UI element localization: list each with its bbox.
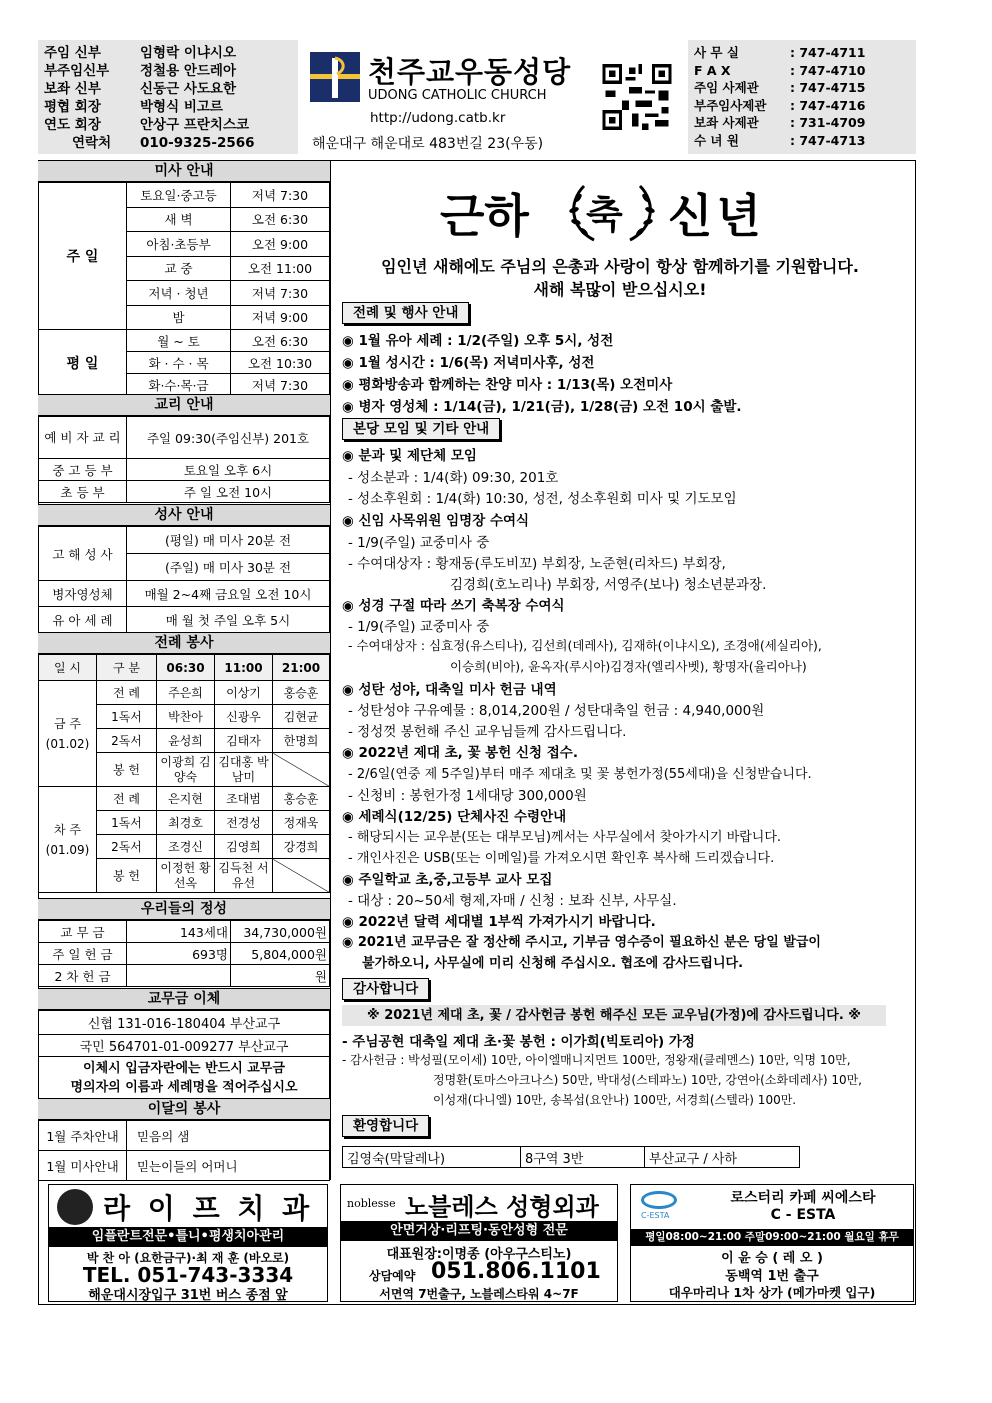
catechism-value: 주일 09:30(주임신부) 201호 — [127, 417, 330, 459]
thanks-line: - 감사헌금 : 박성필(모이세) 10만, 아이엘매니지먼트 100만, 정왕재(클레멘스) 10만, 익명 10만, — [342, 1053, 851, 1067]
liturgy-cell: 이정헌 황선옥 — [157, 859, 215, 893]
transfer-title: 교무금 이체 — [38, 988, 330, 1010]
contact-row — [694, 62, 910, 80]
liturgy-role: 봉 헌 — [97, 859, 157, 893]
column-divider — [330, 160, 331, 1180]
liturgy-cell: 김현균 — [273, 705, 330, 729]
contact-value: : 731-4709 — [790, 115, 866, 130]
notice-line: - 수여대상자 : 심효정(유스티나), 김선희(데레사), 김재하(이냐시오), 조경애(세실리아), — [348, 638, 822, 653]
next-week-label — [39, 787, 97, 893]
next-week-name: 차 주 — [54, 822, 81, 837]
transfer-note — [39, 1057, 330, 1099]
liturgy-cell: 홍승훈 — [273, 681, 330, 705]
offering-amount: 34,730,000원 — [231, 921, 330, 943]
offering-table — [38, 920, 330, 987]
liturgy-empty-cell — [273, 859, 330, 893]
staff-name: 박형식 비고르 — [140, 99, 223, 115]
liturgy-cell: 윤성희 — [157, 729, 215, 753]
account-number: 신협 131-016-180404 부산교구 — [39, 1011, 330, 1035]
sacrament-label: 유 아 세 례 — [39, 607, 127, 633]
catechism-table — [38, 416, 330, 503]
notice-line: ◉ 성경 구절 따라 쓰기 축복장 수여식 — [342, 598, 565, 614]
ad-phone: TEL. 051-743-3334 — [82, 1263, 294, 1287]
sacrament-title: 성사 안내 — [38, 504, 330, 526]
offering-count — [127, 965, 231, 987]
offering-title: 우리들의 정성 — [38, 898, 330, 920]
contact-label: 보좌 사제관 — [694, 115, 759, 130]
liturgy-role: 봉 헌 — [97, 753, 157, 787]
ad-name: 로스터리 카페 씨에스타 — [730, 1190, 876, 1206]
notice-line: 김경희(호노리나) 부회장, 서영주(보나) 청소년분과장. — [450, 577, 767, 593]
contact-value: : 747-4710 — [790, 62, 866, 78]
liturgy-cell: 김영희 — [215, 835, 273, 859]
liturgy-header: 구 분 — [97, 655, 157, 681]
notice-line: 불가하오니, 사무실에 미리 신청해 주십시오. 협조에 감사드립니다. — [362, 956, 744, 971]
mass-time: 저녁 7:30 — [231, 374, 330, 396]
contact-label: 수 녀 원 — [694, 132, 739, 148]
notice-line: ◉ 1월 성시간 : 1/6(목) 저녁미사후, 성전 — [342, 355, 595, 371]
liturgy-cell: 주은희 — [157, 681, 215, 705]
liturgy-header: 11:00 — [215, 655, 273, 681]
catechism-value: 토요일 오후 6시 — [127, 459, 330, 481]
staff-row — [44, 62, 292, 80]
liturgy-cell: 조경신 — [157, 835, 215, 859]
liturgy-role: 전 례 — [97, 681, 157, 705]
catechism-label: 중 고 등 부 — [39, 459, 127, 481]
staff-name: 임형락 이냐시오 — [140, 45, 236, 61]
ad-clinic — [340, 1184, 618, 1302]
notice-line: - 수여대상자 : 황재동(루도비꼬) 부회장, 노준현(리차드) 부회장, — [348, 556, 726, 572]
mass-group: 화·수·목·금 — [127, 374, 231, 396]
liturgy-cell: 한명희 — [273, 729, 330, 753]
account-number: 국민 564701-01-009277 부산교구 — [39, 1035, 330, 1057]
staff-role: 연락처 — [72, 135, 112, 151]
ad-name: 노블레스 성형외과 — [405, 1193, 599, 1221]
ad-name: 라 이 프 치 과 — [103, 1192, 314, 1225]
congrats-mid: 축 — [586, 193, 623, 237]
liturgy-cell: 최경호 — [157, 811, 215, 835]
confession-time: (평일) 매 미사 20분 전 — [127, 527, 330, 554]
monthly-label: 1월 미사안내 — [39, 1151, 127, 1181]
mass-group: 화 · 수 · 목 — [127, 352, 231, 374]
confession-time: (주일) 매 미사 30분 전 — [127, 554, 330, 581]
mass-group: 저녁 · 청년 — [127, 281, 231, 306]
contact-label: 부주임사제관 — [694, 97, 767, 113]
monthly-value: 믿음의 샘 — [127, 1121, 330, 1151]
staff-role: 보좌 신부 — [44, 81, 101, 97]
liturgy-cell: 이광희 김양숙 — [157, 753, 215, 787]
liturgy-cell: 김대홍 박남미 — [215, 753, 273, 787]
church-url[interactable]: http://udong.catb.kr — [370, 110, 506, 126]
welcome-cell: 김영숙(막달레나) — [343, 1147, 521, 1168]
welcome-cell: 8구역 3반 — [521, 1147, 645, 1168]
catechism-label: 예 비 자 교 리 — [39, 417, 127, 459]
ad-subtitle: 안면거상·리프팅·동안성형 전문 — [341, 1221, 617, 1241]
church-name: 천주교우동성당 — [368, 55, 572, 89]
ad-address: 해운대시장입구 31번 버스 종점 앞 — [88, 1288, 288, 1303]
transfer-note-line: 이체시 입금자란에는 반드시 교무금 — [83, 1060, 285, 1076]
notice-line: ◉ 성탄 성야, 대축일 미사 헌금 내역 — [342, 682, 557, 698]
liturgy-header: 06:30 — [157, 655, 215, 681]
ad-brand: noblesse — [347, 1197, 396, 1210]
liturgy-role: 2독서 — [97, 835, 157, 859]
staff-phone: 010-9325-2566 — [140, 135, 255, 151]
contact-label: F A X — [694, 62, 731, 78]
section-tag: 전례 및 행사 안내 — [342, 302, 469, 324]
contact-value: : 747-4715 — [790, 80, 866, 95]
mass-time: 오전 11:00 — [231, 256, 330, 281]
liturgy-header: 21:00 — [273, 655, 330, 681]
this-week-date: (01.02) — [45, 736, 90, 751]
contact-row — [694, 44, 910, 62]
ad-director: 대표원장:이명종 (아우구스티노) — [386, 1247, 572, 1262]
catechism-label: 초 등 부 — [39, 481, 127, 503]
ad-phone: 051.806.1101 — [431, 1259, 601, 1284]
liturgy-cell: 강경희 — [273, 835, 330, 859]
notice-line: - 성소후원회 : 1/4(화) 10:30, 성전, 성소후원회 미사 및 기도모임 — [348, 491, 737, 507]
offering-amount: 원 — [231, 965, 330, 987]
notice-line: ◉ 2022년 달력 세대별 1부씩 가져가시기 바랍니다. — [342, 914, 656, 930]
monthly-value: 믿는이들의 어머니 — [127, 1151, 330, 1181]
notice-line: - 신청비 : 봉헌가정 1세대당 300,000원 — [348, 788, 587, 804]
offering-amount: 5,804,000원 — [231, 943, 330, 965]
liturgy-cell: 조대범 — [215, 787, 273, 811]
staff-row — [44, 134, 292, 152]
offering-label: 주 일 헌 금 — [39, 943, 127, 965]
staff-row — [44, 44, 292, 62]
notice-line: ◉ 세례식(12/25) 단체사진 수령안내 — [342, 809, 567, 825]
mass-time: 오전 6:30 — [231, 330, 330, 352]
sunday-label: 주 일 — [39, 183, 127, 330]
contact-box — [688, 40, 916, 154]
qr-code-icon — [602, 64, 672, 130]
contact-row — [694, 97, 910, 115]
section-tag: 본당 모임 및 기타 안내 — [342, 418, 500, 440]
church-address: 해운대구 해운대로 483번길 23(우동) — [312, 136, 544, 152]
notice-line: - 정성껏 봉헌해 주신 교우님들께 감사드립니다. — [348, 724, 627, 740]
mass-group: 아침·초등부 — [127, 232, 231, 257]
ad-station: 동백역 1번 출구 — [725, 1269, 819, 1284]
monthly-title: 이달의 봉사 — [38, 1098, 330, 1120]
monthly-table — [38, 1120, 330, 1181]
cafe-logo-icon — [641, 1191, 677, 1209]
notice-line: - 성소분과 : 1/4(화) 09:30, 201호 — [348, 470, 559, 486]
catechism-value: 주 일 오전 10시 — [127, 481, 330, 503]
staff-row — [44, 98, 292, 116]
mass-group: 월 ~ 토 — [127, 330, 231, 352]
contact-row — [694, 132, 910, 150]
ad-doctors: 박 찬 아 (요한금구)·최 재 훈 (바오로) — [86, 1251, 290, 1265]
ad-cafe — [630, 1184, 914, 1302]
thanks-banner: ※ 2021년 제대 초, 꽃 / 감사헌금 봉헌 해주신 모든 교우님(가정)에 감사드립니다. ※ — [342, 1005, 886, 1026]
notice-line: ◉ 분과 및 제단체 모임 — [342, 448, 477, 464]
liturgy-title: 전례 봉사 — [38, 632, 330, 654]
notice-line: - 개인사진은 USB(또는 이메일)를 가져오시면 확인후 복사해 드리겠습니다. — [348, 851, 775, 866]
mass-group: 새 벽 — [127, 207, 231, 232]
welcome-cell: 부산교구 / 사하 — [645, 1147, 800, 1168]
ad-subtitle: 임플란트전문•틀니•평생치아관리 — [49, 1227, 327, 1247]
offering-count: 143세대 — [127, 921, 231, 943]
liturgy-cell: 박찬아 — [157, 705, 215, 729]
notice-line: 이승희(비아), 윤옥자(루시아)김경자(엘리사벳), 황명자(율리아나) — [450, 659, 807, 674]
congrats-right: 신년 — [668, 189, 765, 243]
contact-row — [694, 114, 910, 132]
thanks-line: 정명환(토마스아크나스) 50만, 박대성(스테파노) 10만, 강연아(소화데레사) 10만, — [433, 1073, 862, 1087]
liturgy-cell: 신광우 — [215, 705, 273, 729]
staff-name: 안상구 프란치스코 — [140, 117, 250, 133]
notice-line: ◉ 신임 사목위원 임명장 수여식 — [342, 513, 530, 529]
notice-line: - 성탄성야 구유예물 : 8,014,200원 / 성탄대축일 헌금 : 4,940,000원 — [348, 703, 765, 719]
liturgy-cell: 전경성 — [215, 811, 273, 835]
contact-value: : 747-4713 — [790, 132, 866, 148]
liturgy-role: 2독서 — [97, 729, 157, 753]
liturgy-cell: 홍승훈 — [273, 787, 330, 811]
monthly-label: 1월 주차안내 — [39, 1121, 127, 1151]
mass-group: 토요일·중고등 — [127, 183, 231, 208]
mass-time: 오전 10:30 — [231, 352, 330, 374]
staff-name: 신동근 사도요한 — [140, 81, 236, 97]
notice-line: ◉ 2022년 제대 초, 꽃 봉헌 신청 접수. — [342, 745, 578, 761]
notice-line: - 1/9(주일) 교중미사 중 — [348, 619, 490, 635]
transfer-note-line: 명의자의 이름과 세례명을 적어주십시오 — [70, 1079, 298, 1095]
section-tag: 환영합니다 — [342, 1115, 429, 1137]
notice-line: - 해당되시는 교우분(또는 대부모님)께서는 사무실에서 찾아가시기 바랍니다. — [348, 830, 782, 845]
ad-name-en: C - ESTA — [770, 1207, 836, 1223]
this-week-name: 금 주 — [54, 716, 81, 731]
offering-label: 교 무 금 — [39, 921, 127, 943]
ad-owner: 이 윤 승 ( 레 오 ) — [721, 1251, 823, 1266]
liturgy-cell: 김득천 서유선 — [215, 859, 273, 893]
staff-role: 주임 신부 — [44, 45, 101, 61]
ad-dental — [48, 1184, 328, 1302]
transfer-table — [38, 1010, 330, 1099]
liturgy-table — [38, 654, 330, 893]
contact-row — [694, 79, 910, 97]
ad-logo-text: C-ESTA — [641, 1211, 670, 1220]
catechism-title: 교리 안내 — [38, 394, 330, 416]
offering-label: 2 차 헌 금 — [39, 965, 127, 987]
mass-time: 오전 6:30 — [231, 207, 330, 232]
staff-name: 정철용 안드레아 — [140, 63, 236, 79]
greeting-line: 새해 복많이 받으십시오! — [533, 280, 707, 299]
this-week-label — [39, 681, 97, 787]
notice-line: ◉ 평화방송과 함께하는 찬양 미사 : 1/13(목) 오전미사 — [342, 377, 673, 393]
liturgy-empty-cell — [273, 753, 330, 787]
liturgy-header: 일 시 — [39, 655, 97, 681]
mass-time: 저녁 9:00 — [231, 305, 330, 330]
contact-label: 주임 사제관 — [694, 80, 759, 95]
liturgy-role: 전 례 — [97, 787, 157, 811]
staff-row — [44, 80, 292, 98]
ad-address: 서면역 7번출구, 노블레스타워 4~7F — [379, 1287, 579, 1301]
section-tag: 감사합니다 — [342, 978, 429, 1000]
contact-value: : 747-4711 — [790, 45, 866, 60]
mass-time: 저녁 7:30 — [231, 281, 330, 306]
staff-role: 부주임신부 — [44, 63, 110, 79]
notice-line: - 2/6일(연중 제 5주일)부터 매주 제대초 및 꽃 봉헌가정(55세대)을 신청받습니다. — [348, 767, 812, 782]
church-logo — [310, 52, 360, 102]
church-name-en: UDONG CATHOLIC CHURCH — [368, 88, 547, 103]
offering-count: 693명 — [127, 943, 231, 965]
sacrament-value: 매 월 첫 주일 오후 5시 — [127, 607, 330, 633]
welcome-table — [342, 1146, 800, 1168]
thanks-line: - 주님공현 대축일 제대 초·꽃 봉헌 : 이가희(빅토리아) 가정 — [342, 1034, 695, 1050]
notice-line: ◉ 주일학교 초,중,고등부 교사 모집 — [342, 872, 553, 888]
mass-time: 저녁 7:30 — [231, 183, 330, 208]
notice-line: - 대상 : 20~50세 형제,자매 / 신청 : 보좌 신부, 사무실. — [348, 893, 677, 909]
liturgy-cell: 정재욱 — [273, 811, 330, 835]
ad-hours: 평일08:00~21:00 주말09:00~21:00 월요일 휴무 — [631, 1229, 913, 1246]
contact-value: : 747-4716 — [790, 97, 866, 113]
mass-time: 오전 9:00 — [231, 232, 330, 257]
next-week-date: (01.09) — [45, 842, 90, 857]
staff-row — [44, 116, 292, 134]
contact-label: 사 무 실 — [694, 45, 739, 60]
liturgy-cell: 이상기 — [215, 681, 273, 705]
notice-line: - 1/9(주일) 교중미사 중 — [348, 535, 490, 551]
staff-role: 평협 회장 — [44, 99, 101, 115]
ad-tel-label: 상담예약 — [369, 1269, 416, 1283]
mass-title: 미사 안내 — [38, 160, 330, 182]
notice-line: ◉ 1월 유아 세례 : 1/2(주일) 오후 5시, 성전 — [342, 333, 614, 349]
dental-logo-icon — [57, 1189, 93, 1225]
notice-line: ◉ 병자 영성체 : 1/14(금), 1/21(금), 1/28(금) 오전 10시 출발. — [342, 399, 742, 415]
sacrament-table — [38, 526, 330, 633]
liturgy-cell: 은지현 — [157, 787, 215, 811]
liturgy-role: 1독서 — [97, 811, 157, 835]
liturgy-role: 1독서 — [97, 705, 157, 729]
mass-group: 밤 — [127, 305, 231, 330]
mass-table — [38, 182, 330, 396]
sacrament-label: 병자영성체 — [39, 581, 127, 607]
congrats-left: 근하 — [440, 189, 529, 243]
staff-box — [38, 40, 298, 154]
confession-label: 고 해 성 사 — [39, 527, 127, 581]
weekday-label: 평 일 — [39, 330, 127, 396]
staff-role: 연도 회장 — [44, 117, 101, 133]
notice-line: ◉ 2021년 교무금은 잘 정산해 주시고, 기부금 영수증이 필요하신 분은 당일 발급이 — [342, 935, 821, 950]
mass-group: 교 중 — [127, 256, 231, 281]
greeting-line: 임인년 새해에도 주님의 은총과 사랑이 항상 함께하기를 기원합니다. — [381, 257, 859, 276]
ad-address: 대우마리나 1차 상가 (메가마켓 입구) — [668, 1285, 876, 1300]
liturgy-cell: 김태자 — [215, 729, 273, 753]
sacrament-value: 매월 2~4째 금요일 오전 10시 — [127, 581, 330, 607]
thanks-line: 이성재(다니엘) 10만, 송복섭(요안나) 100만, 서경희(스텔라) 100만. — [433, 1093, 797, 1107]
